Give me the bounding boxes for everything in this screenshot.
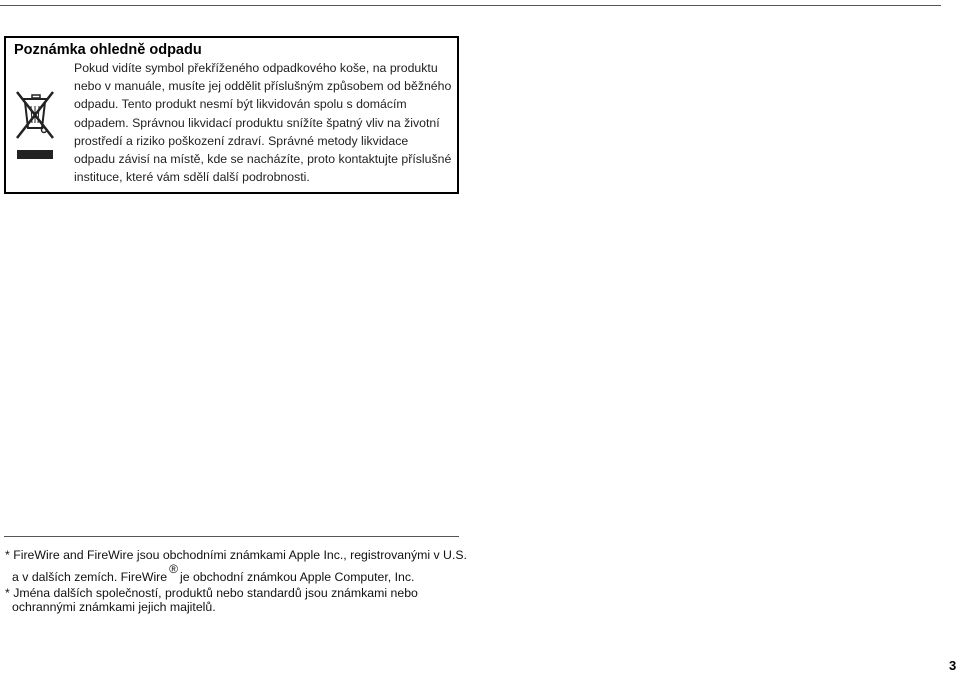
page-number: 3	[949, 658, 957, 673]
top-rule	[0, 5, 941, 6]
footnote-firewire-text-a: a v dalších zemích. FireWire	[12, 570, 168, 584]
footnote-other-trademarks: * Jména dalších společností, produktů nebo standardů jsou známkami nebo	[5, 586, 418, 600]
footnote-firewire-continued	[12, 562, 415, 584]
footnote-firewire-text-b: je obchodní známkou Apple Computer, Inc.	[179, 570, 415, 584]
crossed-out-wheelie-bin-icon	[15, 90, 55, 162]
footnote-other-trademarks-continued: ochrannými známkami jejich majitelů.	[12, 600, 216, 614]
footnote-rule	[4, 536, 459, 537]
notice-title: Poznámka ohledně odpadu	[14, 42, 202, 58]
registered-trademark-symbol: ®	[169, 562, 178, 576]
waste-notice-box	[4, 36, 459, 194]
notice-body-text: Pokud vidíte symbol překříženého odpadkového koše, na produktu nebo v manuále, musíte jej oddělit příslušným způsobem od běžného odpadu. Tento produkt nesmí být likvidován spolu s domácím odpadem. Správnou likvidací produktu snížíte špatný vliv na životní prostředí a riziko poškození zdraví. Správné metody likvidace odpadu závisí na místě, kde se nacházíte, proto kontaktujte příslušné instituce, které vám sdělí další podrobnosti.	[74, 61, 452, 185]
footnote-firewire-trademark: * FireWire and FireWire jsou obchodními známkami Apple Inc., registrovanými v U.S.	[5, 548, 467, 562]
